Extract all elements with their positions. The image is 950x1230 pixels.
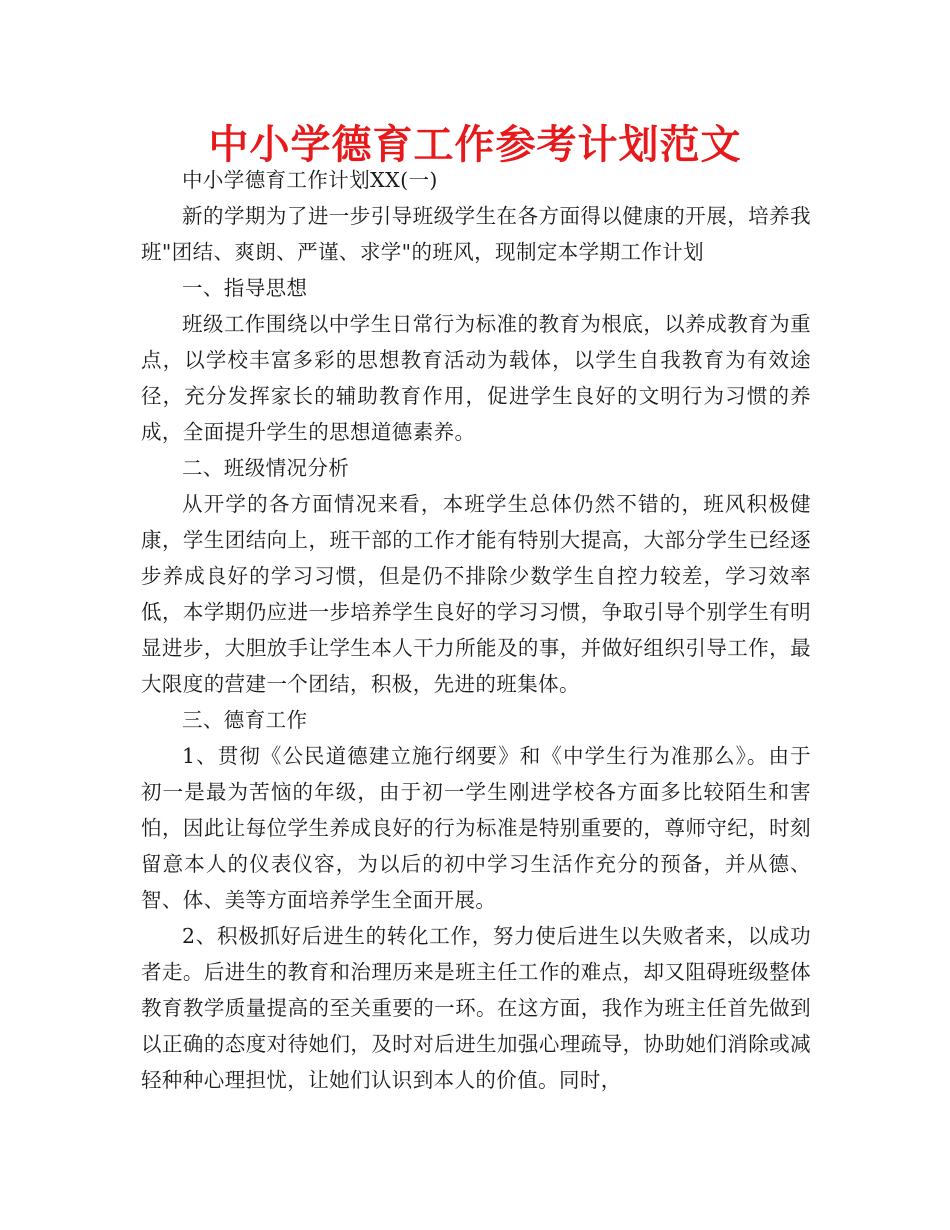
section-heading-guiding-ideology: 一、指导思想 <box>182 276 308 300</box>
document-title: 中小学德育工作参考计划范文 <box>208 122 742 168</box>
paragraph-moral-item-1: 1、贯彻《公民道德建立施行纲要》和《中学生行为准那么》。由于初一是最为苦恼的年级，由于初一学生刚进学校各方面多比较陌生和害怕，因此让每位学生养成良好的行为标准是特别重要的，尊师守纪，时刻留意本人的仪表仪容，为以后的初中学习生活作充分的预备，并从德、智、体、美等方面培养学生全面开展。 <box>141 744 811 912</box>
document-body <box>141 162 811 1098</box>
paragraph-class-analysis: 从开学的各方面情况来看，本班学生总体仍然不错的，班风积极健康，学生团结向上，班干部的工作才能有特别大提高，大部分学生已经逐步养成良好的学习习惯，但是仍不排除少数学生自控力较差，学习效率低，本学期仍应进一步培养学生良好的学习习惯，争取引导个别学生有明显进步，大胆放手让学生本人干力所能及的事，并做好组织引导工作，最大限度的营建一个团结，积极，先进的班集体。 <box>141 492 811 696</box>
paragraph-moral-item-2: 2、积极抓好后进生的转化工作，努力使后进生以失败者来，以成功者走。后进生的教育和治理历来是班主任工作的难点，却又阻碍班级整体教育教学质量提高的至关重要的一环。在这方面，我作为班主任首先做到以正确的态度对待她们，及时对后进生加强心理疏导，协助她们消除或减轻种种心理担忧，让她们认识到本人的价值。同时， <box>141 924 811 1092</box>
paragraph-guiding-ideology: 班级工作围绕以中学生日常行为标准的教育为根底，以养成教育为重点，以学校丰富多彩的思想教育活动为载体，以学生自我教育为有效途径，充分发挥家长的辅助教育作用，促进学生良好的文明行为习惯的养成，全面提升学生的思想道德素养。 <box>141 312 811 444</box>
paragraph-subtitle: 中小学德育工作计划XX(一) <box>182 168 438 192</box>
section-heading-moral-education: 三、德育工作 <box>182 708 308 732</box>
section-heading-class-analysis: 二、班级情况分析 <box>182 456 350 480</box>
paragraph-intro: 新的学期为了进一步引导班级学生在各方面得以健康的开展，培养我班"团结、爽朗、严谨、求学"的班风，现制定本学期工作计划 <box>141 204 811 264</box>
